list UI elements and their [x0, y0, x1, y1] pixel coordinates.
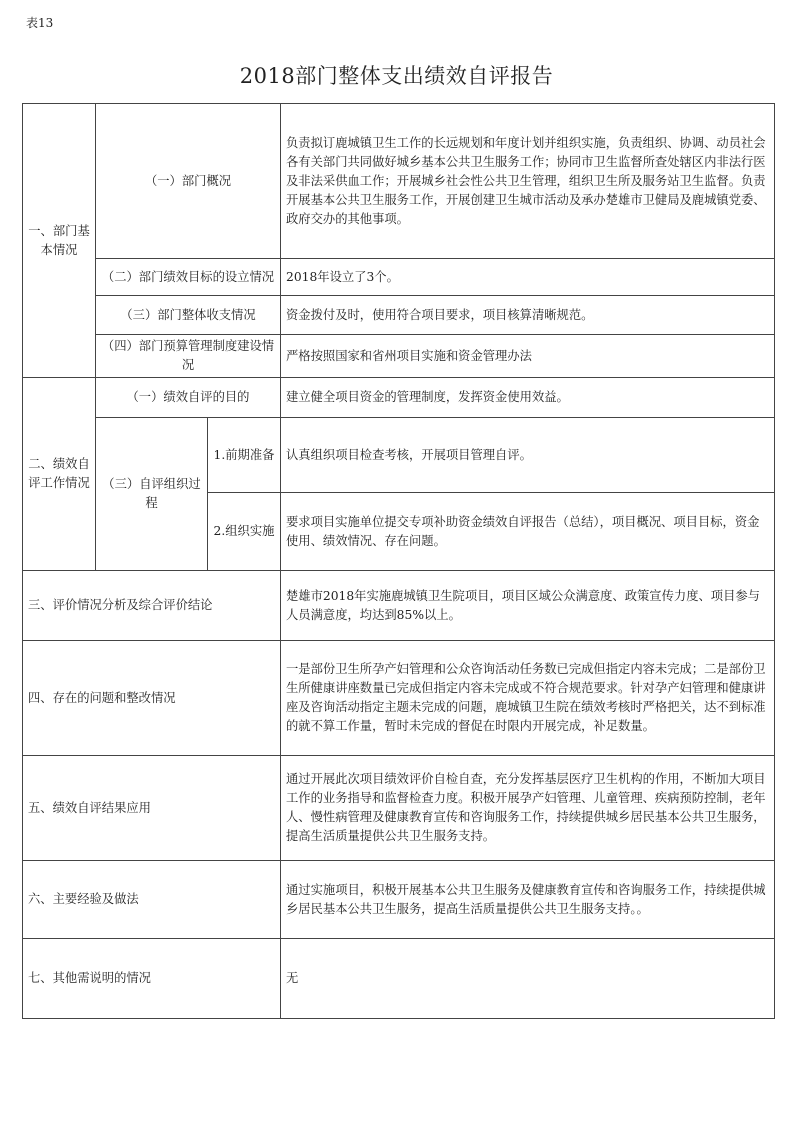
report-table: [22, 103, 775, 1019]
section-4-content: 一是部份卫生所孕产妇管理和公众咨询活动任务数已完成但指定内容未完成；二是部份卫生所健康讲座数量已完成但指定内容未完成或不符合规范要求。针对孕产妇管理和健康讲座及咨询活动指定主题未完成的问题，鹿城镇卫生院在绩效考核时严格把关，达不到标准的就不算工作量，暂时未完成的督促在时限内开展完成，补足数量。: [281, 641, 775, 756]
table-row: [23, 104, 775, 259]
dept-overview-content: 负责拟订鹿城镇卫生工作的长远规划和年度计划并组织实施，负责组织、协调、动员社会各有关部门共同做好城乡基本公共卫生服务工作；协同市卫生监督所查处辖区内非法行医及非法采供血工作；开展城乡社会性公共卫生管理，组织卫生所及服务站卫生监督。负责开展基本公共卫生服务工作，开展创建卫生城市活动及承办楚雄市卫健局及鹿城镇党委、政府交办的其他事项。: [281, 104, 775, 259]
table-row: [23, 861, 775, 939]
budget-system-label: （四）部门预算管理制度建设情况: [96, 335, 281, 378]
table-row: [23, 939, 775, 1019]
section-6-label: 六、主要经验及做法: [23, 861, 281, 939]
budget-system-content: 严格按照国家和省州项目实施和资金管理办法: [281, 335, 775, 378]
budget-status-label: （三）部门整体收支情况: [96, 296, 281, 335]
table-row: [23, 335, 775, 378]
section-7-label: 七、其他需说明的情况: [23, 939, 281, 1019]
goal-setting-content: 2018年设立了3个。: [281, 259, 775, 296]
section-5-label: 五、绩效自评结果应用: [23, 756, 281, 861]
section-3-content: 楚雄市2018年实施鹿城镇卫生院项目，项目区域公众满意度、政策宣传力度、项目参与人员满意度，均达到85%以上。: [281, 571, 775, 641]
eval-process-label: （三）自评组织过程: [96, 418, 208, 571]
section-3-label: 三、评价情况分析及综合评价结论: [23, 571, 281, 641]
table-row: [23, 418, 775, 493]
step-preparation-label: 1.前期准备: [208, 418, 281, 493]
table-row: [23, 571, 775, 641]
section-2-heading: 二、绩效自评工作情况: [23, 378, 96, 571]
section-5-content: 通过开展此次项目绩效评价自检自查，充分发挥基层医疗卫生机构的作用，不断加大项目工作的业务指导和监督检查力度。积极开展孕产妇管理、儿童管理、疾病预防控制，老年人、慢性病管理及健康教育宣传和咨询服务工作，持续提供城乡居民基本公共卫生服务，提高生活质量提供公共卫生服务支持。: [281, 756, 775, 861]
table-row: [23, 259, 775, 296]
table-row: [23, 756, 775, 861]
dept-overview-label: （一）部门概况: [96, 104, 281, 259]
section-7-content: 无: [281, 939, 775, 1019]
eval-purpose-content: 建立健全项目资金的管理制度，发挥资金使用效益。: [281, 378, 775, 418]
step-implementation-label: 2.组织实施: [208, 493, 281, 571]
section-6-content: 通过实施项目，积极开展基本公共卫生服务及健康教育宣传和咨询服务工作，持续提供城乡居民基本公共卫生服务，提高生活质量提供公共卫生服务支持。。: [281, 861, 775, 939]
eval-purpose-label: （一）绩效自评的目的: [96, 378, 281, 418]
section-1-heading: 一、部门基本情况: [23, 104, 96, 378]
page-title: 2018部门整体支出绩效自评报告: [239, 64, 554, 88]
goal-setting-label: （二）部门绩效目标的设立情况: [96, 259, 281, 296]
table-row: [23, 641, 775, 756]
table-row: [23, 378, 775, 418]
doc-label: 表13: [26, 16, 54, 30]
table-row: [23, 296, 775, 335]
step-implementation-content: 要求项目实施单位提交专项补助资金绩效自评报告（总结），项目概况、项目目标，资金使用、绩效情况、存在问题。: [281, 493, 775, 571]
section-4-label: 四、存在的问题和整改情况: [23, 641, 281, 756]
budget-status-content: 资金拨付及时，使用符合项目要求，项目核算清晰规范。: [281, 296, 775, 335]
step-preparation-content: 认真组织项目检查考核，开展项目管理自评。: [281, 418, 775, 493]
